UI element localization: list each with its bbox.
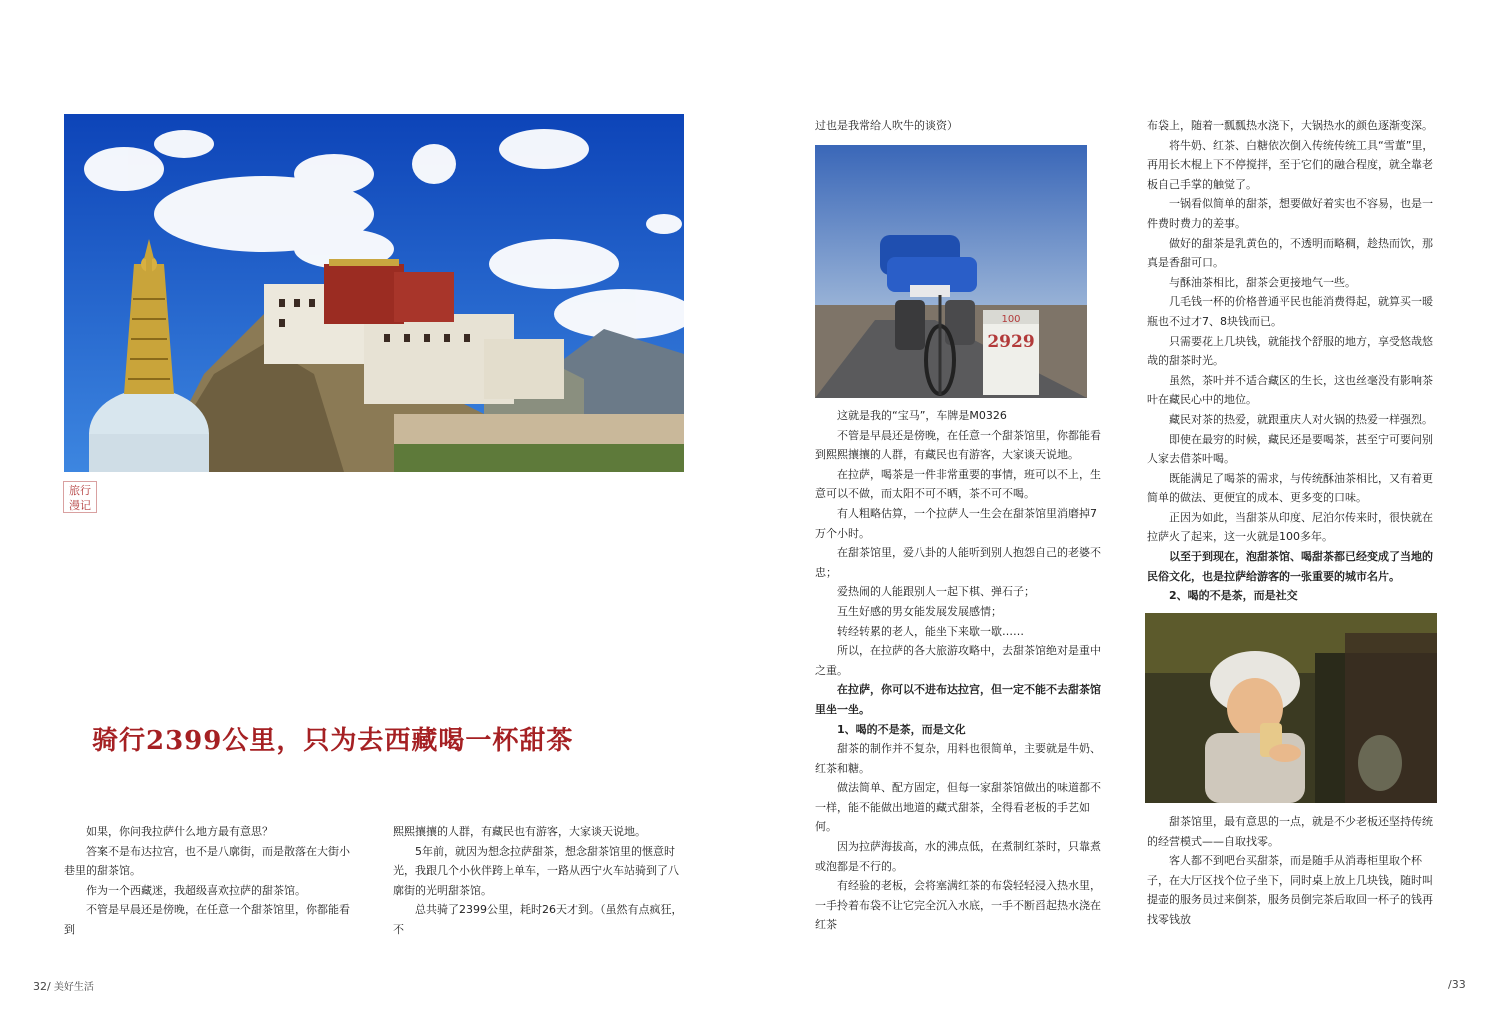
column-4-bottom <box>1147 812 1439 930</box>
paragraph: 所以，在拉萨的各大旅游攻略中，去甜茶馆绝对是重中之重。 <box>815 644 1101 677</box>
paragraph: 做好的甜茶是乳黄色的，不透明而略稠，趁热而饮，那真是香甜可口。 <box>1147 236 1433 270</box>
paragraph: 过也是我常给人吹牛的谈资） <box>815 119 958 132</box>
paragraph: 既能满足了喝茶的需求，与传统酥油茶相比，又有着更简单的做法、更便宜的成本、更多变的口味。 <box>1147 471 1433 505</box>
paragraph: 客人都不到吧台买甜茶，而是随手从消毒柜里取个杯子，在大厅区找个位子坐下，同时桌上放上几块钱，随时叫提壶的服务员过来倒茶，服务员倒完茶后取回一杯子的钱再找零钱放 <box>1147 854 1433 926</box>
paragraph: 甜茶的制作并不复杂，用料也很简单，主要就是牛奶、红茶和糖。 <box>815 742 1101 775</box>
potala-palace-photo <box>64 114 684 472</box>
column-4 <box>1147 116 1439 606</box>
milestone-top-text: 100 <box>1001 314 1021 325</box>
paragraph: 熙熙攘攘的人群，有藏民也有游客，大家谈天说地。 <box>393 825 646 838</box>
paragraph: 做法简单、配方固定，但每一家甜茶馆做出的味道都不一样，能不能做出地道的藏式甜茶，全得看老板的手艺如何。 <box>815 781 1101 834</box>
paragraph: 在拉萨，喝茶是一件非常重要的事情，班可以不上，生意可以不做，而太阳不可不晒，茶不可不喝。 <box>815 467 1101 501</box>
paragraph: 与酥油茶相比，甜茶会更接地气一些。 <box>1169 275 1356 289</box>
tag-line-2: 漫记 <box>69 499 91 512</box>
paragraph: 这就是我的“宝马”，车牌是M0326 <box>837 409 1007 422</box>
paragraph: 藏民对茶的热爱，就跟重庆人对火锅的热爱一样强烈。 <box>1169 412 1433 426</box>
column-1 <box>64 822 356 940</box>
column-2 <box>393 822 685 940</box>
milestone-number: 2929 <box>987 332 1035 352</box>
paragraph: 2、喝的不是茶，而是社交 <box>1169 589 1298 603</box>
section-tag <box>63 481 97 513</box>
paragraph: 布袋上，随着一瓢瓢热水浇下，大锅热水的颜色逐渐变深。 <box>1147 119 1433 132</box>
paragraph: 答案不是布达拉宫，也不是八廓街，而是散落在大街小巷里的甜茶馆。 <box>64 844 350 878</box>
page-number-left: 32/ <box>33 980 51 993</box>
paragraph: 几毛钱一杯的价格普通平民也能消费得起，就算买一暖瓶也不过才7、8块钱而已。 <box>1147 295 1433 328</box>
paragraph: 如果，你问我拉萨什么地方最有意思？ <box>86 825 273 838</box>
column-3-top <box>815 116 1107 136</box>
tag-line-1: 旅行 <box>69 484 91 497</box>
paragraph: 总共骑了2399公里，耗时26天才到。（虽然有点疯狂，不 <box>393 903 683 936</box>
paragraph: 不管是早晨还是傍晚，在任意一个甜茶馆里，你都能看到 <box>64 903 350 936</box>
column-3 <box>815 406 1107 935</box>
paragraph: 正因为如此，当甜茶从印度、尼泊尔传来时，很快就在拉萨火了起来，这一火就是100多年。 <box>1147 510 1433 544</box>
paragraph: 1、喝的不是茶，而是文化 <box>837 722 966 736</box>
paragraph: 虽然，茶叶并不适合藏区的生长，这也丝毫没有影响茶叶在藏民心中的地位。 <box>1147 373 1433 407</box>
paragraph: 转经转累的老人，能坐下来歇一歇…… <box>837 624 1024 638</box>
paragraph: 不管是早晨还是傍晚，在任意一个甜茶馆里，你都能看到熙熙攘攘的人群，有藏民也有游客，大家谈天说地。 <box>815 428 1101 462</box>
paragraph: 以至于到现在，泡甜茶馆、喝甜茶都已经变成了当地的民俗文化，也是拉萨给游客的一张重要的城市名片。 <box>1147 550 1433 583</box>
paragraph: 5年前，就因为想念拉萨甜茶，想念甜茶馆里的惬意时光，我跟几个小伙伴跨上单车，一路从西宁火车站骑到了八廓街的光明甜茶馆。 <box>393 844 679 897</box>
paragraph: 在拉萨，你可以不进布达拉宫，但一定不能不去甜茶馆里坐一坐。 <box>815 683 1101 716</box>
magazine-name: 美好生活 <box>53 982 94 993</box>
paragraph: 作为一个西藏迷，我超级喜欢拉萨的甜茶馆。 <box>86 883 306 897</box>
paragraph: 有人粗略估算，一个拉萨人一生会在甜茶馆里消磨掉7万个小时。 <box>815 506 1097 540</box>
bicycle-photo <box>815 145 1087 398</box>
paragraph: 即使在最穷的时候，藏民还是要喝茶，甚至宁可要问别人家去借茶叶喝。 <box>1147 432 1433 466</box>
paragraph: 有经验的老板，会将塞满红茶的布袋轻轻浸入热水里，一手拎着布袋不让它完全沉入水底，一手不断舀起热水浇在红茶 <box>815 879 1101 932</box>
paragraph: 因为拉萨海拔高，水的沸点低，在煮制红茶时，只靠煮或泡都是不行的。 <box>815 840 1101 873</box>
paragraph: 将牛奶、红茶、白糖依次倒入传统传统工具“雪董”里，再用长木棍上下不停搅拌，至于它们的融合程度，就全靠老板自己手掌的触觉了。 <box>1147 138 1434 191</box>
paragraph: 甜茶馆里，最有意思的一点，就是不少老板还坚持传统的经营模式——自取找零。 <box>1147 815 1433 848</box>
paragraph: 一锅看似简单的甜茶，想要做好着实也不容易，也是一件费时费力的差事。 <box>1147 197 1433 230</box>
girl-drinking-tea-photo <box>1145 613 1437 803</box>
paragraph: 互生好感的男女能发展发展感情； <box>837 604 1002 618</box>
paragraph: 爱热闹的人能跟别人一起下棋、弹石子； <box>837 585 1035 599</box>
article-title: 骑行2399公里，只为去西藏喝一杯甜茶 <box>92 726 574 756</box>
page-number-right: /33 <box>1448 978 1466 991</box>
paragraph: 只需要花上几块钱，就能找个舒服的地方，享受悠哉悠哉的甜茶时光。 <box>1147 334 1433 368</box>
paragraph: 在甜茶馆里，爱八卦的人能听到别人抱怨自己的老婆不忠； <box>815 546 1101 579</box>
footer-left <box>33 978 94 993</box>
